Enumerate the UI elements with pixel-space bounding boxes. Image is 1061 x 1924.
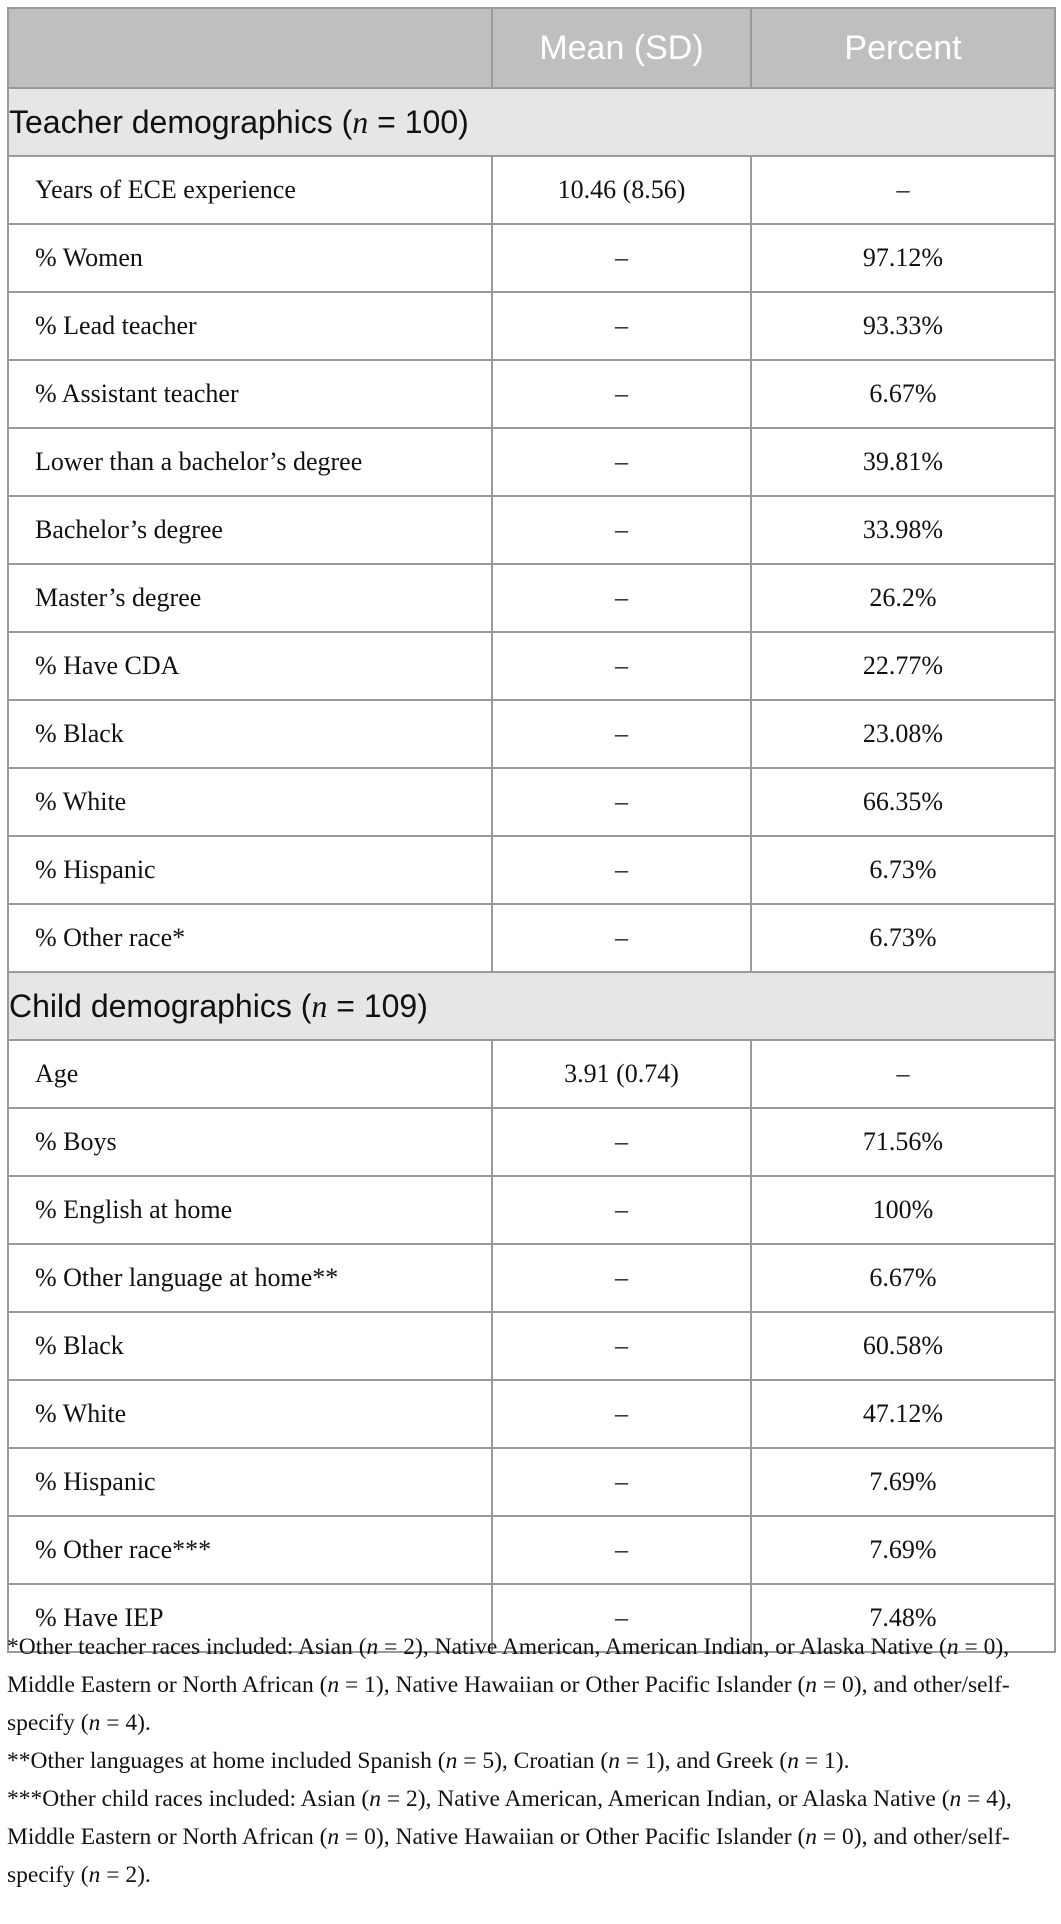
row-mean-sd: – [492,1448,751,1516]
row-percent: 23.08% [751,700,1055,768]
row-label: Years of ECE experience [8,156,492,224]
row-mean-sd: 3.91 (0.74) [492,1040,751,1108]
row-percent: 22.77% [751,632,1055,700]
table-row [8,700,1055,768]
demographics-table [7,7,1056,1653]
table-row [8,428,1055,496]
row-percent: 100% [751,1176,1055,1244]
row-percent: 33.98% [751,496,1055,564]
table-row [8,360,1055,428]
section-title-suffix: = 109) [327,987,428,1024]
table-row [8,496,1055,564]
table-header-row [8,8,1055,88]
table-row [8,564,1055,632]
row-mean-sd: 10.46 (8.56) [492,156,751,224]
row-percent: 71.56% [751,1108,1055,1176]
row-percent: 6.67% [751,1244,1055,1312]
row-percent: – [751,156,1055,224]
row-mean-sd: – [492,904,751,972]
row-mean-sd: – [492,564,751,632]
row-percent: 7.48% [751,1584,1055,1652]
table-row [8,1448,1055,1516]
table-row [8,1176,1055,1244]
row-mean-sd: – [492,632,751,700]
row-percent: 6.73% [751,904,1055,972]
row-percent: 60.58% [751,1312,1055,1380]
row-label: Bachelor’s degree [8,496,492,564]
table-row [8,1040,1055,1108]
row-label: % White [8,768,492,836]
table-footnotes [7,1628,1054,1894]
row-percent: 26.2% [751,564,1055,632]
row-label: Master’s degree [8,564,492,632]
row-label: % Black [8,1312,492,1380]
row-mean-sd: – [492,292,751,360]
section-title-variable: n [311,987,328,1024]
footnote: *Other teacher races included: Asian (n = 2), Native American, American Indian, or Alaska Native (n = 0), Middle Eastern or North African (n = 1), Native Hawaiian or Other Pacific Islander (n = 0), and other/self-specify (n = 4). [7,1634,1010,1736]
row-percent: 97.12% [751,224,1055,292]
row-percent: 6.73% [751,836,1055,904]
header-percent: Percent [751,8,1055,88]
table-row [8,1244,1055,1312]
row-label: % Assistant teacher [8,360,492,428]
row-mean-sd: – [492,1380,751,1448]
section-title [8,88,1055,156]
row-mean-sd: – [492,1176,751,1244]
row-percent: 7.69% [751,1516,1055,1584]
row-label: % Other race* [8,904,492,972]
demographics-table-container [7,7,1054,1653]
section-title-prefix: Teacher demographics ( [9,103,353,140]
section-title-variable: n [352,103,369,140]
row-mean-sd: – [492,1312,751,1380]
row-percent: 39.81% [751,428,1055,496]
table-row [8,836,1055,904]
row-mean-sd: – [492,1516,751,1584]
row-label: % Lead teacher [8,292,492,360]
table-row [8,768,1055,836]
row-mean-sd: – [492,1244,751,1312]
table-row [8,1380,1055,1448]
header-blank [8,8,492,88]
table-row [8,292,1055,360]
table-row [8,224,1055,292]
row-mean-sd: – [492,836,751,904]
row-label: % Boys [8,1108,492,1176]
row-percent: 7.69% [751,1448,1055,1516]
row-mean-sd: – [492,496,751,564]
row-label: % English at home [8,1176,492,1244]
row-percent: 66.35% [751,768,1055,836]
table-row [8,1108,1055,1176]
row-percent: 6.67% [751,360,1055,428]
row-label: % Black [8,700,492,768]
section-header-row [8,88,1055,156]
row-percent: 93.33% [751,292,1055,360]
footnote: **Other languages at home included Spanish (n = 5), Croatian (n = 1), and Greek (n = 1). [7,1748,850,1774]
row-percent: – [751,1040,1055,1108]
row-label: % Have IEP [8,1584,492,1652]
row-mean-sd: – [492,1584,751,1652]
row-label: % Other race*** [8,1516,492,1584]
row-label: % Hispanic [8,836,492,904]
row-percent: 47.12% [751,1380,1055,1448]
row-mean-sd: – [492,1108,751,1176]
table-row [8,904,1055,972]
footnote: ***Other child races included: Asian (n = 2), Native American, American Indian, or Alaska Native (n = 4), Middle Eastern or North African (n = 0), Native Hawaiian or Other Pacific Islander (n = 0), and other/self-specify (n = 2). [7,1786,1012,1888]
table-row [8,1312,1055,1380]
row-mean-sd: – [492,360,751,428]
table-body [8,88,1055,1652]
row-label: % White [8,1380,492,1448]
table-row [8,1516,1055,1584]
section-title-suffix: = 100) [368,103,469,140]
table-row [8,632,1055,700]
row-label: % Other language at home** [8,1244,492,1312]
row-label: % Women [8,224,492,292]
section-header-row [8,972,1055,1040]
row-label: % Hispanic [8,1448,492,1516]
table-row [8,156,1055,224]
row-label: % Have CDA [8,632,492,700]
header-mean-sd: Mean (SD) [492,8,751,88]
row-mean-sd: – [492,428,751,496]
row-mean-sd: – [492,768,751,836]
row-label: Lower than a bachelor’s degree [8,428,492,496]
section-title [8,972,1055,1040]
section-title-prefix: Child demographics ( [9,987,312,1024]
row-mean-sd: – [492,700,751,768]
row-mean-sd: – [492,224,751,292]
row-label: Age [8,1040,492,1108]
